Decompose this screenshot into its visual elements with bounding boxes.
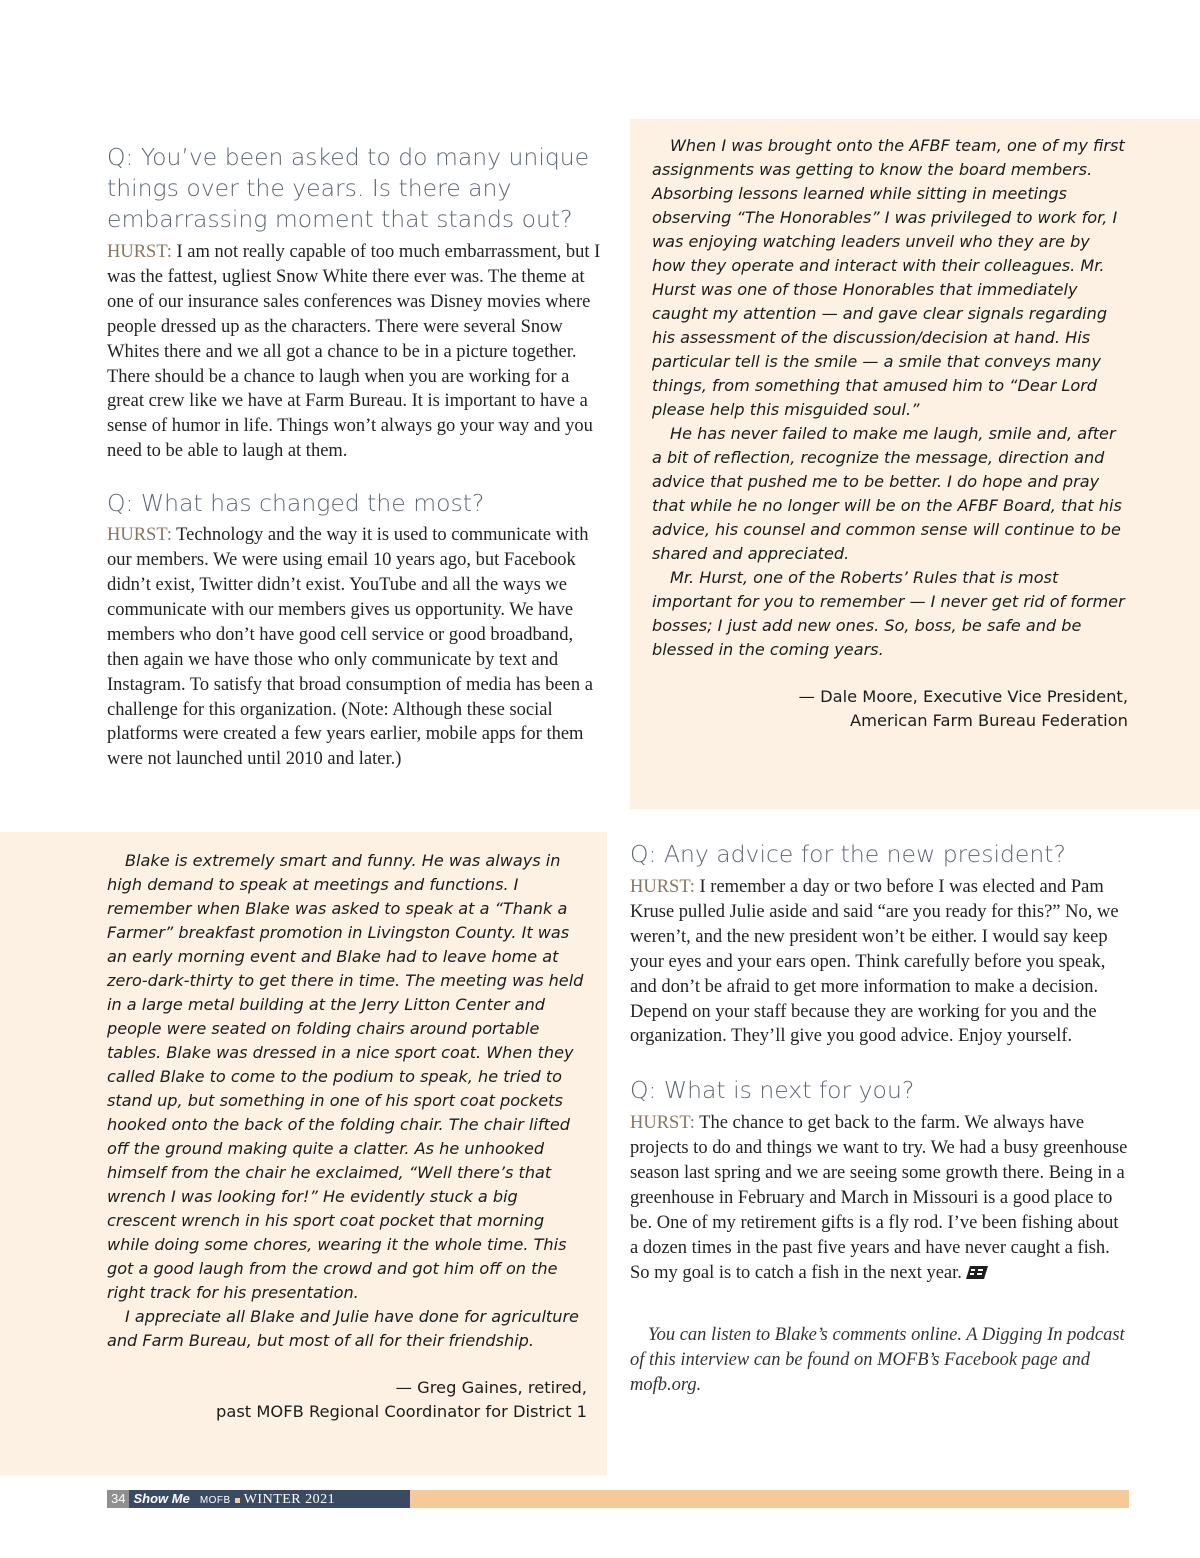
qa-whats-next: [630, 1075, 1130, 1286]
answer-text: [630, 875, 1130, 1049]
quote-paragraph: When I was brought onto the AFBF team, one of my first assignments was getting to know the board members. Absorbing lessons learned while sitting in meetings observing “The Honorables” I was privileged to work for, I was enjoying watching leaders unveil who they are by how they operate and interact with their colleagues. Mr. Hurst was one of those Honorables that immediately caught my attention — and gave clear signals regarding his assessment of the discussion/decision at hand. His particular tell is the smile — a smile that conveys many things, from something that amused him to “Dear Lord please help this misguided soul.”: [652, 136, 1125, 419]
quote-text: [107, 849, 587, 1353]
attribution-line: — Dale Moore, Executive Vice President,: [798, 687, 1128, 706]
question-heading: Q: Any advice for the new president?: [630, 840, 1066, 868]
question-heading: Q: You’ve been asked to do many unique things over the years. Is there any embarrassing moment that stands out?: [107, 143, 590, 233]
separator-square-icon: [235, 1498, 240, 1503]
attribution-line: American Farm Bureau Federation: [850, 710, 1128, 730]
answer-body: I remember a day or two before I was elected and Pam Kruse pulled Julie aside and said “are you ready for this?” No, we weren’t, and the new president won’t be either. I would say keep your eyes and your ears open. Think carefully before you speak, and don’t be afraid to get more information to make a decision. Depend on your staff because they are working for you and the organization. They’ll give you good advice. Enjoy yourself.: [630, 877, 1119, 1047]
right-column: [630, 839, 1130, 1398]
answer-text: [107, 523, 603, 772]
answer-text: [630, 1111, 1130, 1286]
podcast-note: You can listen to Blake’s comments online. A Digging In podcast of this interview can be found on MOFB’s Facebook page and mofb.org.: [630, 1324, 1125, 1395]
sidebar-moore: [652, 134, 1128, 732]
answer-text: [107, 240, 603, 464]
quote-paragraph: I appreciate all Blake and Julie have done for agriculture and Farm Bureau, but most of all for their friendship.: [107, 1307, 579, 1350]
left-column: [107, 142, 603, 772]
quote-attribution: [107, 1376, 587, 1423]
org-name: MOFB: [199, 1495, 231, 1506]
attribution-line: — Greg Gaines, retired,: [395, 1378, 587, 1397]
quote-paragraph: Mr. Hurst, one of the Roberts’ Rules that is most important for you to remember — I never get rid of former bosses; I just add new ones. So, boss, be safe and be blessed in the coming years.: [652, 568, 1125, 659]
quote-paragraph: Blake is extremely smart and funny. He was always in high demand to speak at meetings and functions. I remember when Blake was asked to speak at a “Thank a Farmer” breakfast promotion in Livingston County. It was an early morning event and Blake had to leave home at zero-dark-thirty to get there in time. The meeting was held in a large metal building at the Jerry Litton Center and people were seated on folding chairs around portable tables. Blake was dressed in a nice sport coat. When they called Blake to come to the podium to speak, he tried to stand up, but something in one of his sport coat pockets hooked onto the back of the folding chair. The chair lifted off the ground making quite a clatter. As he unhooked himself from the chair he exclaimed, “Well there’s that wrench I was looking for!” He evidently stuck a big crescent wrench in his sport coat pocket that morning while doing some chores, wearing it the whole time. This got a good laugh from the crowd and got him off on the right track for his presentation.: [107, 851, 584, 1302]
speaker-label: HURST:: [107, 525, 172, 546]
qa-embarrassing-moment: [107, 142, 603, 464]
page-number: 34: [107, 1490, 129, 1508]
farm-bureau-logo-icon: [966, 1262, 988, 1287]
speaker-label: HURST:: [630, 1113, 695, 1134]
quote-attribution: [652, 685, 1128, 732]
question-heading: Q: What has changed the most?: [107, 489, 485, 518]
qa-what-changed: [107, 488, 603, 772]
quote-text: [652, 134, 1128, 662]
footer-bar: [107, 1490, 1129, 1508]
magazine-name: Show Me: [133, 1491, 190, 1506]
question-heading: Q: What is next for you?: [630, 1076, 915, 1105]
answer-body: Technology and the way it is used to communicate with our members. We were using email 10 years ago, but Facebook didn’t exist, Twitter didn’t exist. YouTube and all the ways we communicate with our members gives us opportunity. We have members who don’t have good cell service or good broadband, then again we have those who only communicate by text and Instagram. To satisfy that broad consumption of media has been a challenge for this organization. (Note: Although these social platforms were created a few years earlier, mobile apps for them were not launched until 2010 and later.): [107, 525, 593, 770]
sidebar-gaines: [107, 849, 587, 1423]
attribution-line: past MOFB Regional Coordinator for District 1: [216, 1401, 587, 1421]
answer-body: I am not really capable of too much embarrassment, but I was the fattest, ugliest Snow White there ever was. The theme at one of our insurance sales conferences was Disney movies where people dressed up as the characters. There were several Snow Whites there and we all got a chance to be in a picture together. There should be a chance to laugh when you are working for a great crew like we have at Farm Bureau. It is important to have a sense of humor in life. Things won’t always go your way and you need to be able to laugh at them.: [107, 242, 601, 462]
answer-body: The chance to get back to the farm. We always have projects to do and things we want to try. We had a busy greenhouse season last spring and we are seeing some growth there. Being in a greenhouse in February and March in Missouri is a good place to be. One of my retirement gifts is a fly rod. I’ve been fishing about a dozen times in the past five years and have never caught a fish. So my goal is to catch a fish in the next year.: [630, 1113, 1128, 1283]
qa-advice-new-president: [630, 839, 1130, 1049]
footer-masthead: [107, 1490, 410, 1508]
speaker-label: HURST:: [630, 877, 695, 897]
issue-label: WINTER 2021: [243, 1492, 336, 1507]
quote-paragraph: He has never failed to make me laugh, smile and, after a bit of reflection, recognize the message, direction and advice that pushed me to be better. I do hope and pray that while he no longer will be on the AFBF Board, that his advice, his counsel and common sense will continue to be shared and appreciated.: [652, 424, 1122, 563]
footer-accent-bar: [410, 1490, 1129, 1508]
speaker-label: HURST:: [107, 242, 172, 262]
